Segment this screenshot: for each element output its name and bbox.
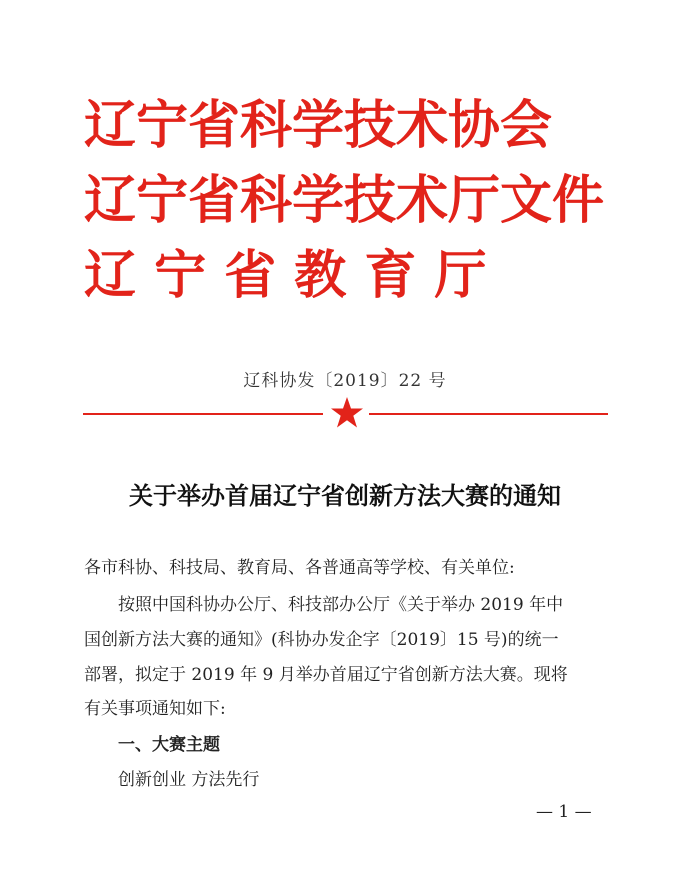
salutation: 各市科协、科技局、教育局、各普通高等学校、有关单位: — [84, 558, 515, 578]
section-body: 创新创业 方法先行 — [118, 770, 260, 790]
issuer-line-1: 辽宁省科学技术协会 — [84, 96, 553, 156]
paragraph-line: 国创新方法大赛的通知》(科协办发企字〔2019〕15 号)的统一 — [84, 630, 559, 650]
separator-rule-left — [83, 413, 323, 415]
paragraph-line: 按照中国科协办公厅、科技部办公厅《关于举办 2019 年中 — [118, 595, 564, 615]
paragraph-line: 有关事项通知如下: — [84, 699, 226, 719]
page-number: — 1 — — [536, 802, 592, 822]
document-title: 关于举办首届辽宁省创新方法大赛的通知 — [129, 481, 561, 510]
paragraph-line: 部署，拟定于 2019 年 9 月举办首届辽宁省创新方法大赛。现将 — [84, 665, 568, 685]
document-number: 辽科协发〔2019〕22 号 — [243, 371, 447, 391]
issuer-line-2: 辽宁省科学技术厅文件 — [84, 171, 605, 231]
star-icon — [330, 396, 364, 430]
section-heading: 一、大赛主题 — [118, 735, 220, 755]
separator-rule-right — [369, 413, 608, 415]
issuer-line-3: 辽 宁 省 教 育 厅 — [84, 246, 487, 306]
